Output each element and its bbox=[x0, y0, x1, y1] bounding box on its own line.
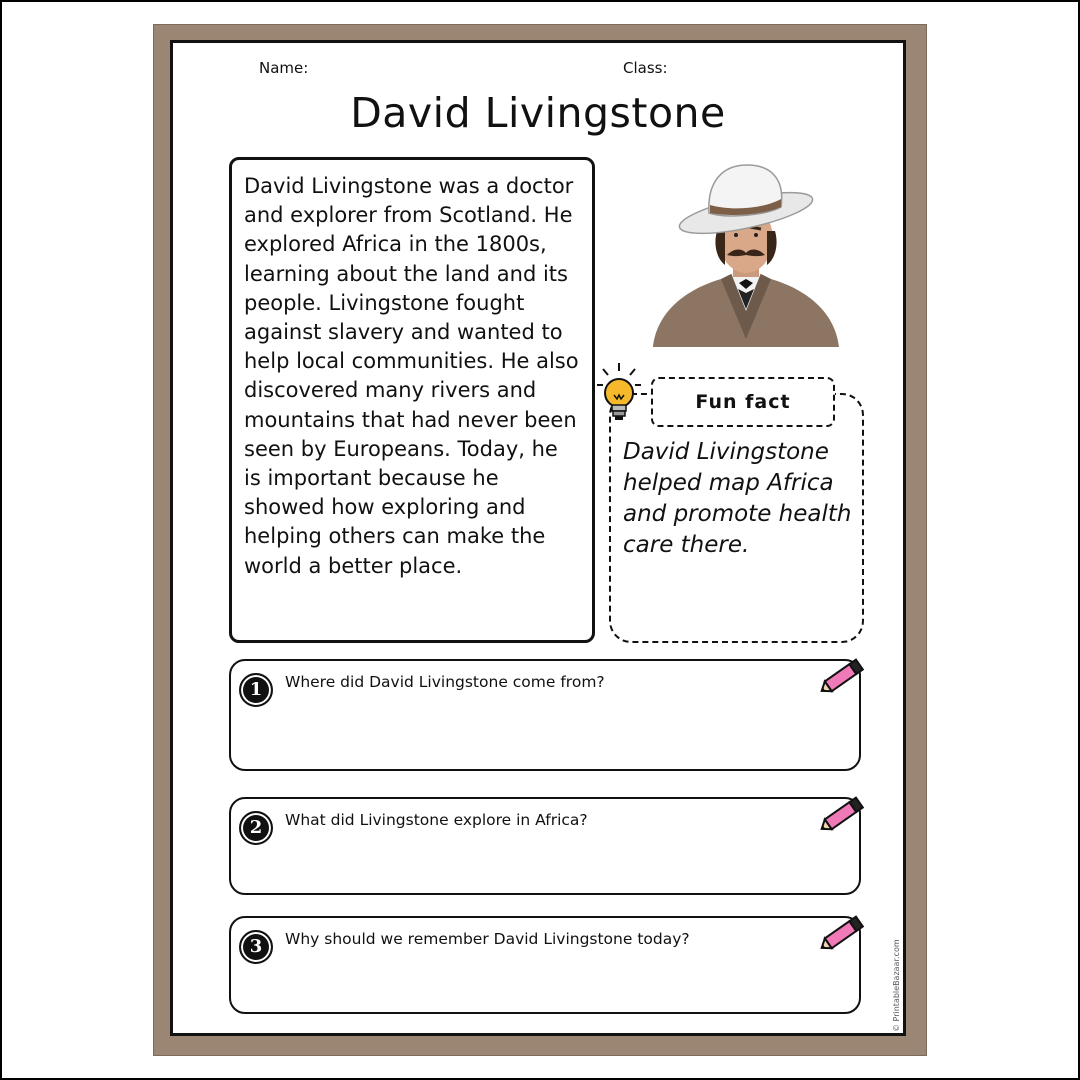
worksheet bbox=[170, 40, 906, 1036]
question-3-answer-box[interactable] bbox=[229, 916, 861, 1014]
question-number-badge: 2 bbox=[239, 811, 273, 845]
question-2-text: What did Livingstone explore in Africa? bbox=[285, 811, 588, 829]
question-2-answer-box[interactable] bbox=[229, 797, 861, 895]
question-1-text: Where did David Livingstone come from? bbox=[285, 673, 605, 691]
reading-passage-box bbox=[229, 157, 595, 643]
pencil-icon bbox=[817, 791, 869, 837]
pencil-icon bbox=[817, 910, 869, 956]
lightbulb-icon bbox=[595, 361, 643, 425]
explorer-portrait bbox=[647, 161, 845, 357]
question-1-answer-box[interactable] bbox=[229, 659, 861, 771]
class-label: Class: bbox=[623, 59, 668, 77]
question-number-badge: 3 bbox=[239, 930, 273, 964]
page-title: David Livingstone bbox=[350, 89, 726, 137]
reading-passage: David Livingstone was a doctor and explorer from Scotland. He explored Africa in the 1800s, learning about the land and its people. Livingstone fought against slavery and wanted to help local communities. He also discovered many rivers and mountains that had never been seen by Europeans. Today, he is important because he showed how exploring and helping others can make the world a better place. bbox=[244, 174, 579, 578]
question-number-badge: 1 bbox=[239, 673, 273, 707]
fun-fact-heading: Fun fact bbox=[651, 377, 835, 427]
fun-fact-text: David Livingstone helped map Africa and promote health care there. bbox=[623, 439, 852, 558]
name-label: Name: bbox=[259, 59, 309, 77]
question-3-text: Why should we remember David Livingstone today? bbox=[285, 930, 690, 948]
watermark: © PrintableBazaar.com bbox=[892, 939, 901, 1032]
pencil-icon bbox=[817, 653, 869, 699]
